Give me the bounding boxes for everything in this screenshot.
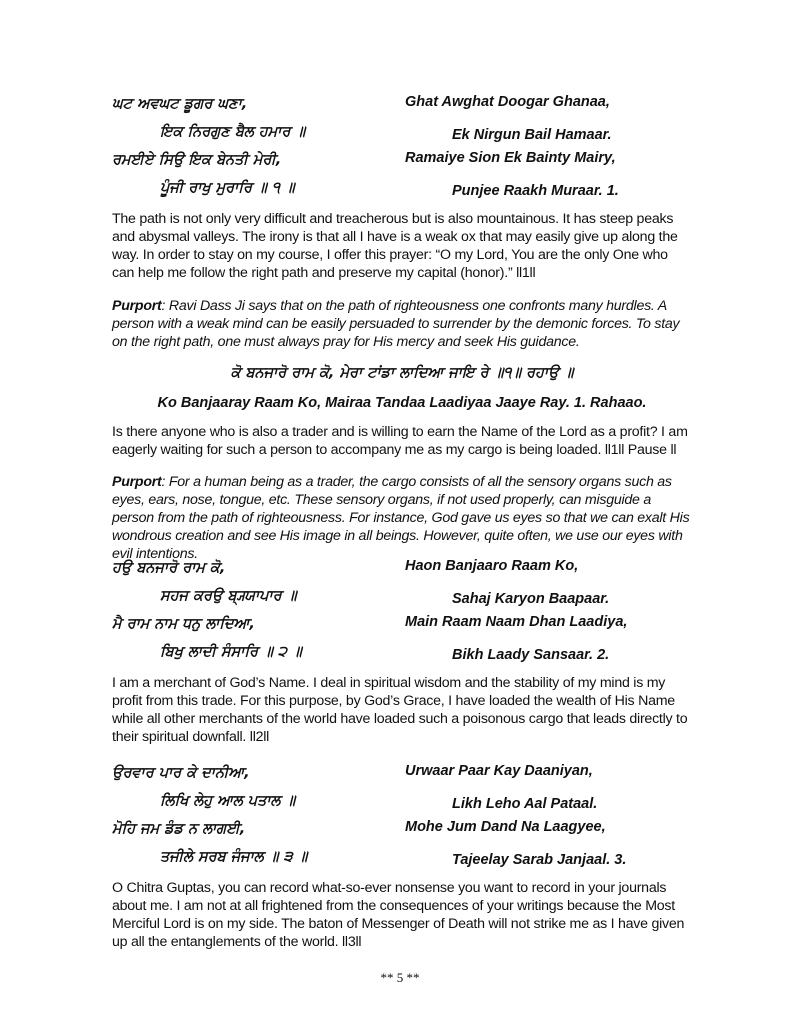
transliteration-line: Tajeelay Sarab Janjaal. 3. [452, 852, 627, 868]
gurmukhi-line: ਪੂੰਜੀ ਰਾਖੁ ਮੁਰਾਰਿ ॥ ੧ ॥ [160, 180, 295, 196]
gurmukhi-line: ਮੋਹਿ ਜਮ ਡੰਡ ਨ ਲਾਗਈ, [112, 821, 246, 837]
rahao-transliteration: Ko Banjaaray Raam Ko, Mairaa Tandaa Laadiyaa Jaaye Ray. 1. Rahaao. [157, 395, 647, 411]
verse-line [112, 180, 712, 208]
transliteration-line: Mohe Jum Dand Na Laagyee, [405, 819, 606, 835]
verse-line [112, 821, 712, 849]
gurmukhi-line: ਲਿਖਿ ਲੇਹੁ ਆਲ ਪਤਾਲ ॥ [160, 793, 296, 809]
verse-stanza-2 [112, 560, 712, 672]
gurmukhi-line: ਬਿਖੁ ਲਾਦੀ ਸੰਸਾਰਿ ॥ ੨ ॥ [160, 644, 302, 660]
transliteration-line: Punjee Raakh Muraar. 1. [452, 183, 619, 199]
verse-line [112, 765, 712, 793]
gurmukhi-line: ਸਹਜ ਕਰਉ ਬ੍ਯ੍ਯਾਪਾਰ ॥ [160, 588, 297, 604]
transliteration-line: Main Raam Naam Dhan Laadiya, [405, 614, 628, 630]
purport-label: Purport [112, 298, 162, 314]
transliteration-line: Urwaar Paar Kay Daaniyan, [405, 763, 593, 779]
verse-line [112, 588, 712, 616]
verse-line [112, 560, 712, 588]
gurmukhi-line: ਹਉ ਬਨਜਾਰੋ ਰਾਮ ਕੋ, [112, 560, 226, 576]
purport-text: : Ravi Dass Ji says that on the path of righteousness one confronts many hurdles. A person with a weak mind can be easily persuaded to surrender by the demonic forces. To stay on the right path, one must always pray for His mercy and seek His guidance. [112, 298, 680, 350]
explanation-paragraph-3: I am a merchant of God’s Name. I deal in spiritual wisdom and the stability of my mind is my profit from this trade. For this purpose, by God’s Grace, I have loaded the wealth of His Name while all other merchants of the world have loaded such a poisonous cargo that leads directly to their spiritual downfall. ll2ll [112, 675, 688, 745]
purport-paragraph-1 [112, 297, 692, 351]
gurmukhi-line: ਤਜੀਲੇ ਸਰਬ ਜੰਜਾਲ ॥ ੩ ॥ [160, 849, 308, 865]
explanation-paragraph-1: The path is not only very difficult and treacherous but is also mountainous. It has steep peaks and abysmal valleys. The irony is that all I have is a weak ox that may easily give up along the way. In order to stay on my course, I offer this prayer: “O my Lord, You are the only One who can help me follow the right path and preserve my capital (honor).” ll1ll [112, 211, 678, 281]
verse-line [112, 644, 712, 672]
gurmukhi-line: ਮੈ ਰਾਮ ਨਾਮ ਧਨੁ ਲਾਦਿਆ, [112, 616, 255, 632]
transliteration-line: Ramaiye Sion Ek Bainty Mairy, [405, 150, 616, 166]
purport-text: : For a human being as a trader, the cargo consists of all the sensory organs such as eyes, ears, nose, tongue, etc. These sensory organs, if not used properly, can misguide a person from the path of righteousness. For instance, God gave us eyes so that we can exalt His wondrous creation and see His image in all beings. However, quite often, we use our eyes with evil intentions. [112, 474, 690, 562]
gurmukhi-line: ਰਮਈਏ ਸਿਉ ਇਕ ਬੇਨਤੀ ਮੇਰੀ, [112, 152, 282, 168]
transliteration-line: Ghat Awghat Doogar Ghanaa, [405, 94, 610, 110]
transliteration-line: Haon Banjaaro Raam Ko, [405, 558, 579, 574]
gurmukhi-line: ਘਟ ਅਵਘਟ ਡੂਗਰ ਘਣਾ, [112, 96, 248, 112]
transliteration-line: Ek Nirgun Bail Hamaar. [452, 127, 612, 143]
verse-line [112, 96, 712, 124]
explanation-paragraph-2: Is there anyone who is also a trader and is willing to earn the Name of the Lord as a profit? I am eagerly waiting for such a person to accompany me as my cargo is being loaded. ll1ll Pause ll [112, 424, 688, 458]
purport-label: Purport [112, 474, 162, 490]
verse-line [112, 124, 712, 152]
page-number: ** 5 ** [380, 970, 420, 985]
verse-line [112, 849, 712, 877]
gurmukhi-line: ਉਰਵਾਰ ਪਾਰ ਕੇ ਦਾਨੀਆ, [112, 765, 250, 781]
transliteration-line: Bikh Laady Sansaar. 2. [452, 647, 610, 663]
rahao-gurmukhi: ਕੋ ਬਨਜਾਰੋ ਰਾਮ ਕੋ, ਮੇਰਾ ਟਾਂਡਾ ਲਾਦਿਆ ਜਾਇ ਰੇ ॥੧॥ ਰਹਾਉ ॥ [230, 365, 574, 381]
verse-stanza-3 [112, 765, 712, 877]
explanation-paragraph-4: O Chitra Guptas, you can record what-so-ever nonsense you want to record in your journals about me. I am not at all frightened from the consequences of your writings because the Most Merciful Lord is on my side. The baton of Messenger of Death will not strike me as I have given up all the entanglements of the world. ll3ll [112, 880, 685, 950]
verse-line [112, 793, 712, 821]
transliteration-line: Likh Leho Aal Pataal. [452, 796, 598, 812]
verse-line [112, 152, 712, 180]
gurmukhi-line: ਇਕ ਨਿਰਗੁਣ ਬੈਲ ਹਮਾਰ ॥ [160, 124, 306, 140]
verse-line [112, 616, 712, 644]
verse-stanza-1 [112, 96, 712, 208]
purport-paragraph-2 [112, 473, 692, 563]
transliteration-line: Sahaj Karyon Baapaar. [452, 591, 610, 607]
